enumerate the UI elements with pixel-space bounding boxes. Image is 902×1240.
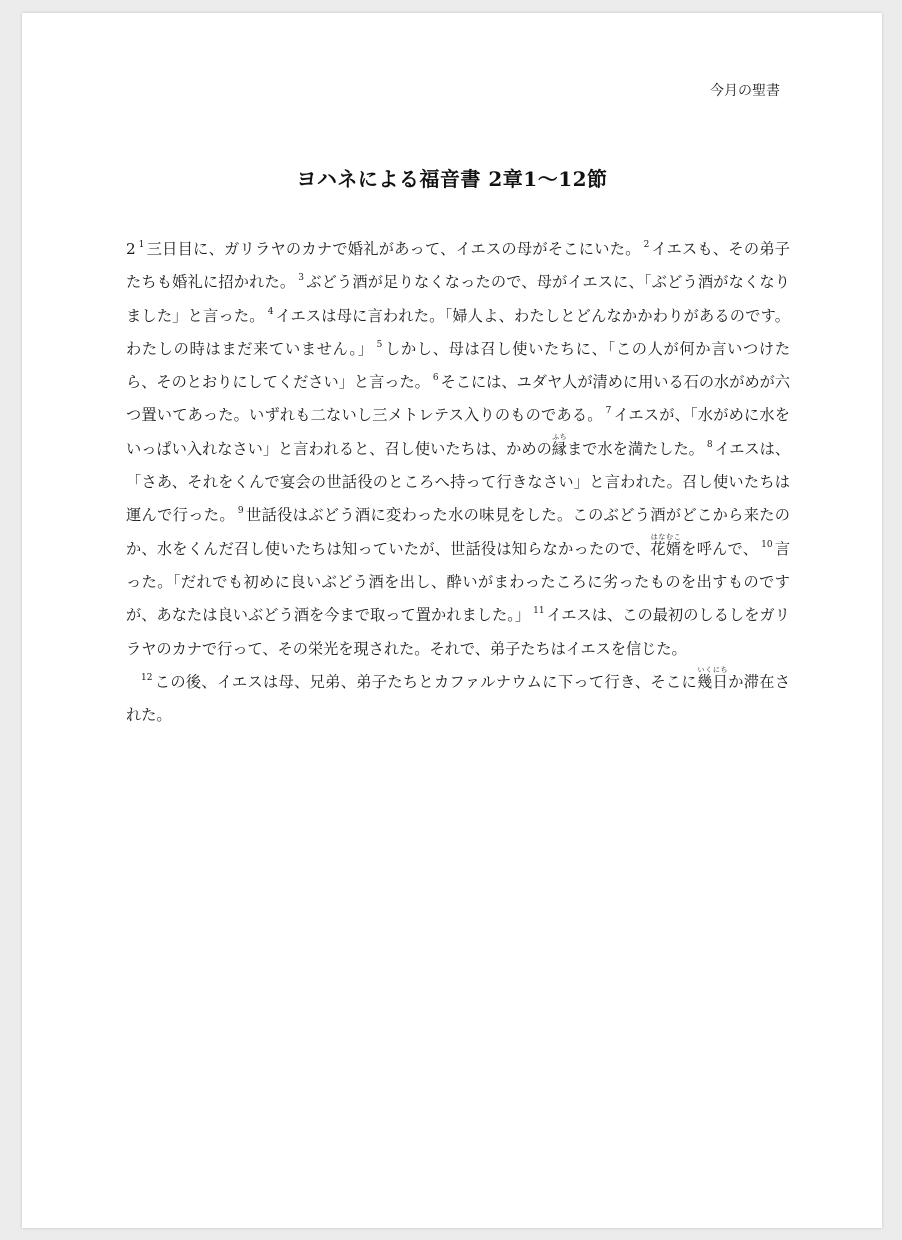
verse-number: 12 (141, 672, 153, 683)
chapter-number: 2 (126, 240, 136, 258)
scripture-body (126, 233, 790, 732)
verse-text: イエスも、その弟子たちも婚礼に招かれた。 (126, 240, 790, 292)
passage-title: ヨハネによる福音書 2章1〜12節 (296, 167, 608, 191)
verse-number: 11 (533, 606, 545, 617)
verse-number: 10 (761, 539, 773, 550)
ruby-annotation (650, 532, 682, 558)
verse-text: 三日目に、ガリラヤのカナで婚礼があって、イエスの母がそこにいた。 (146, 240, 641, 258)
verse-number: 5 (376, 339, 383, 350)
paragraph-verse-12 (126, 666, 790, 733)
verse-number: 4 (267, 306, 274, 317)
ruby-base: 花婿 (650, 539, 682, 558)
verse-text: この後、イエスは母、兄弟、弟子たちとカファルナウムに下って行き、そこに (154, 672, 698, 691)
verse-text: しかし、母は召し使いたちに、「この人が何か言いつけたら、そのとおりにしてください」と言った。 (126, 339, 791, 392)
ruby-base: 縁 (551, 439, 567, 458)
verse-text: イエスは母に言われた。「婦人よ、わたしとどんなかかわりがあるのです。わたしの時はまだ来ていません。」 (126, 306, 790, 358)
verse-number: 7 (605, 406, 612, 417)
ruby-annotation (551, 432, 567, 458)
document-page (22, 13, 882, 1228)
verse-text: を呼んで、 (681, 539, 759, 558)
ruby-reading: いくにち (697, 665, 728, 674)
ruby-reading: ふち (551, 432, 567, 441)
verse-number: 3 (298, 273, 305, 284)
verse-text: そこには、ユダヤ人が清めに用いる石の水がめが六つ置いてあった。いずれも二ないし三メトレテス入りのものである。 (126, 373, 791, 425)
ruby-annotation (697, 665, 729, 691)
verse-number: 9 (237, 506, 244, 517)
verse-text: 言った。「だれでも初めに良いぶどう酒を出し、酔いがまわったころに劣ったものを出すものですが、あなたは良いぶどう酒を今まで取って置かれました。」 (126, 539, 791, 625)
verse-number: 2 (643, 240, 650, 250)
verse-text: か滞在された。 (126, 672, 791, 725)
ruby-reading: はなむこ (650, 532, 682, 541)
running-header: 今月の聖書 (710, 83, 780, 99)
verse-text: イエスは、「さあ、それをくんで宴会の世話役のところへ持って行きなさい」と言われた。召し使いたちは運んで行った。 (126, 439, 791, 525)
verse-text: ぶどう酒が足りなくなったので、母がイエスに、「ぶどう酒がなくなりました」と言った。 (126, 273, 790, 325)
verse-number: 8 (706, 439, 713, 450)
ruby-base: 幾日 (697, 672, 729, 691)
verse-number: 1 (138, 240, 145, 250)
verse-text: イエスが、「水がめに水をいっぱい入れなさい」と言われると、召し使いたちは、かめの (126, 406, 790, 458)
paragraph-main (126, 233, 790, 666)
verse-number: 6 (432, 373, 439, 384)
verse-text: イエスは、この最初のしるしをガリラヤのカナで行って、その栄光を現された。それで、弟子たちはイエスを信じた。 (126, 606, 790, 658)
verse-text: まで水を満たした。 (567, 439, 704, 458)
verse-text: 世話役はぶどう酒に変わった水の味見をした。このぶどう酒がどこから来たのか、水をくんだ召し使いたちは知っていたが、世話役は知らなかったので、 (126, 506, 790, 558)
